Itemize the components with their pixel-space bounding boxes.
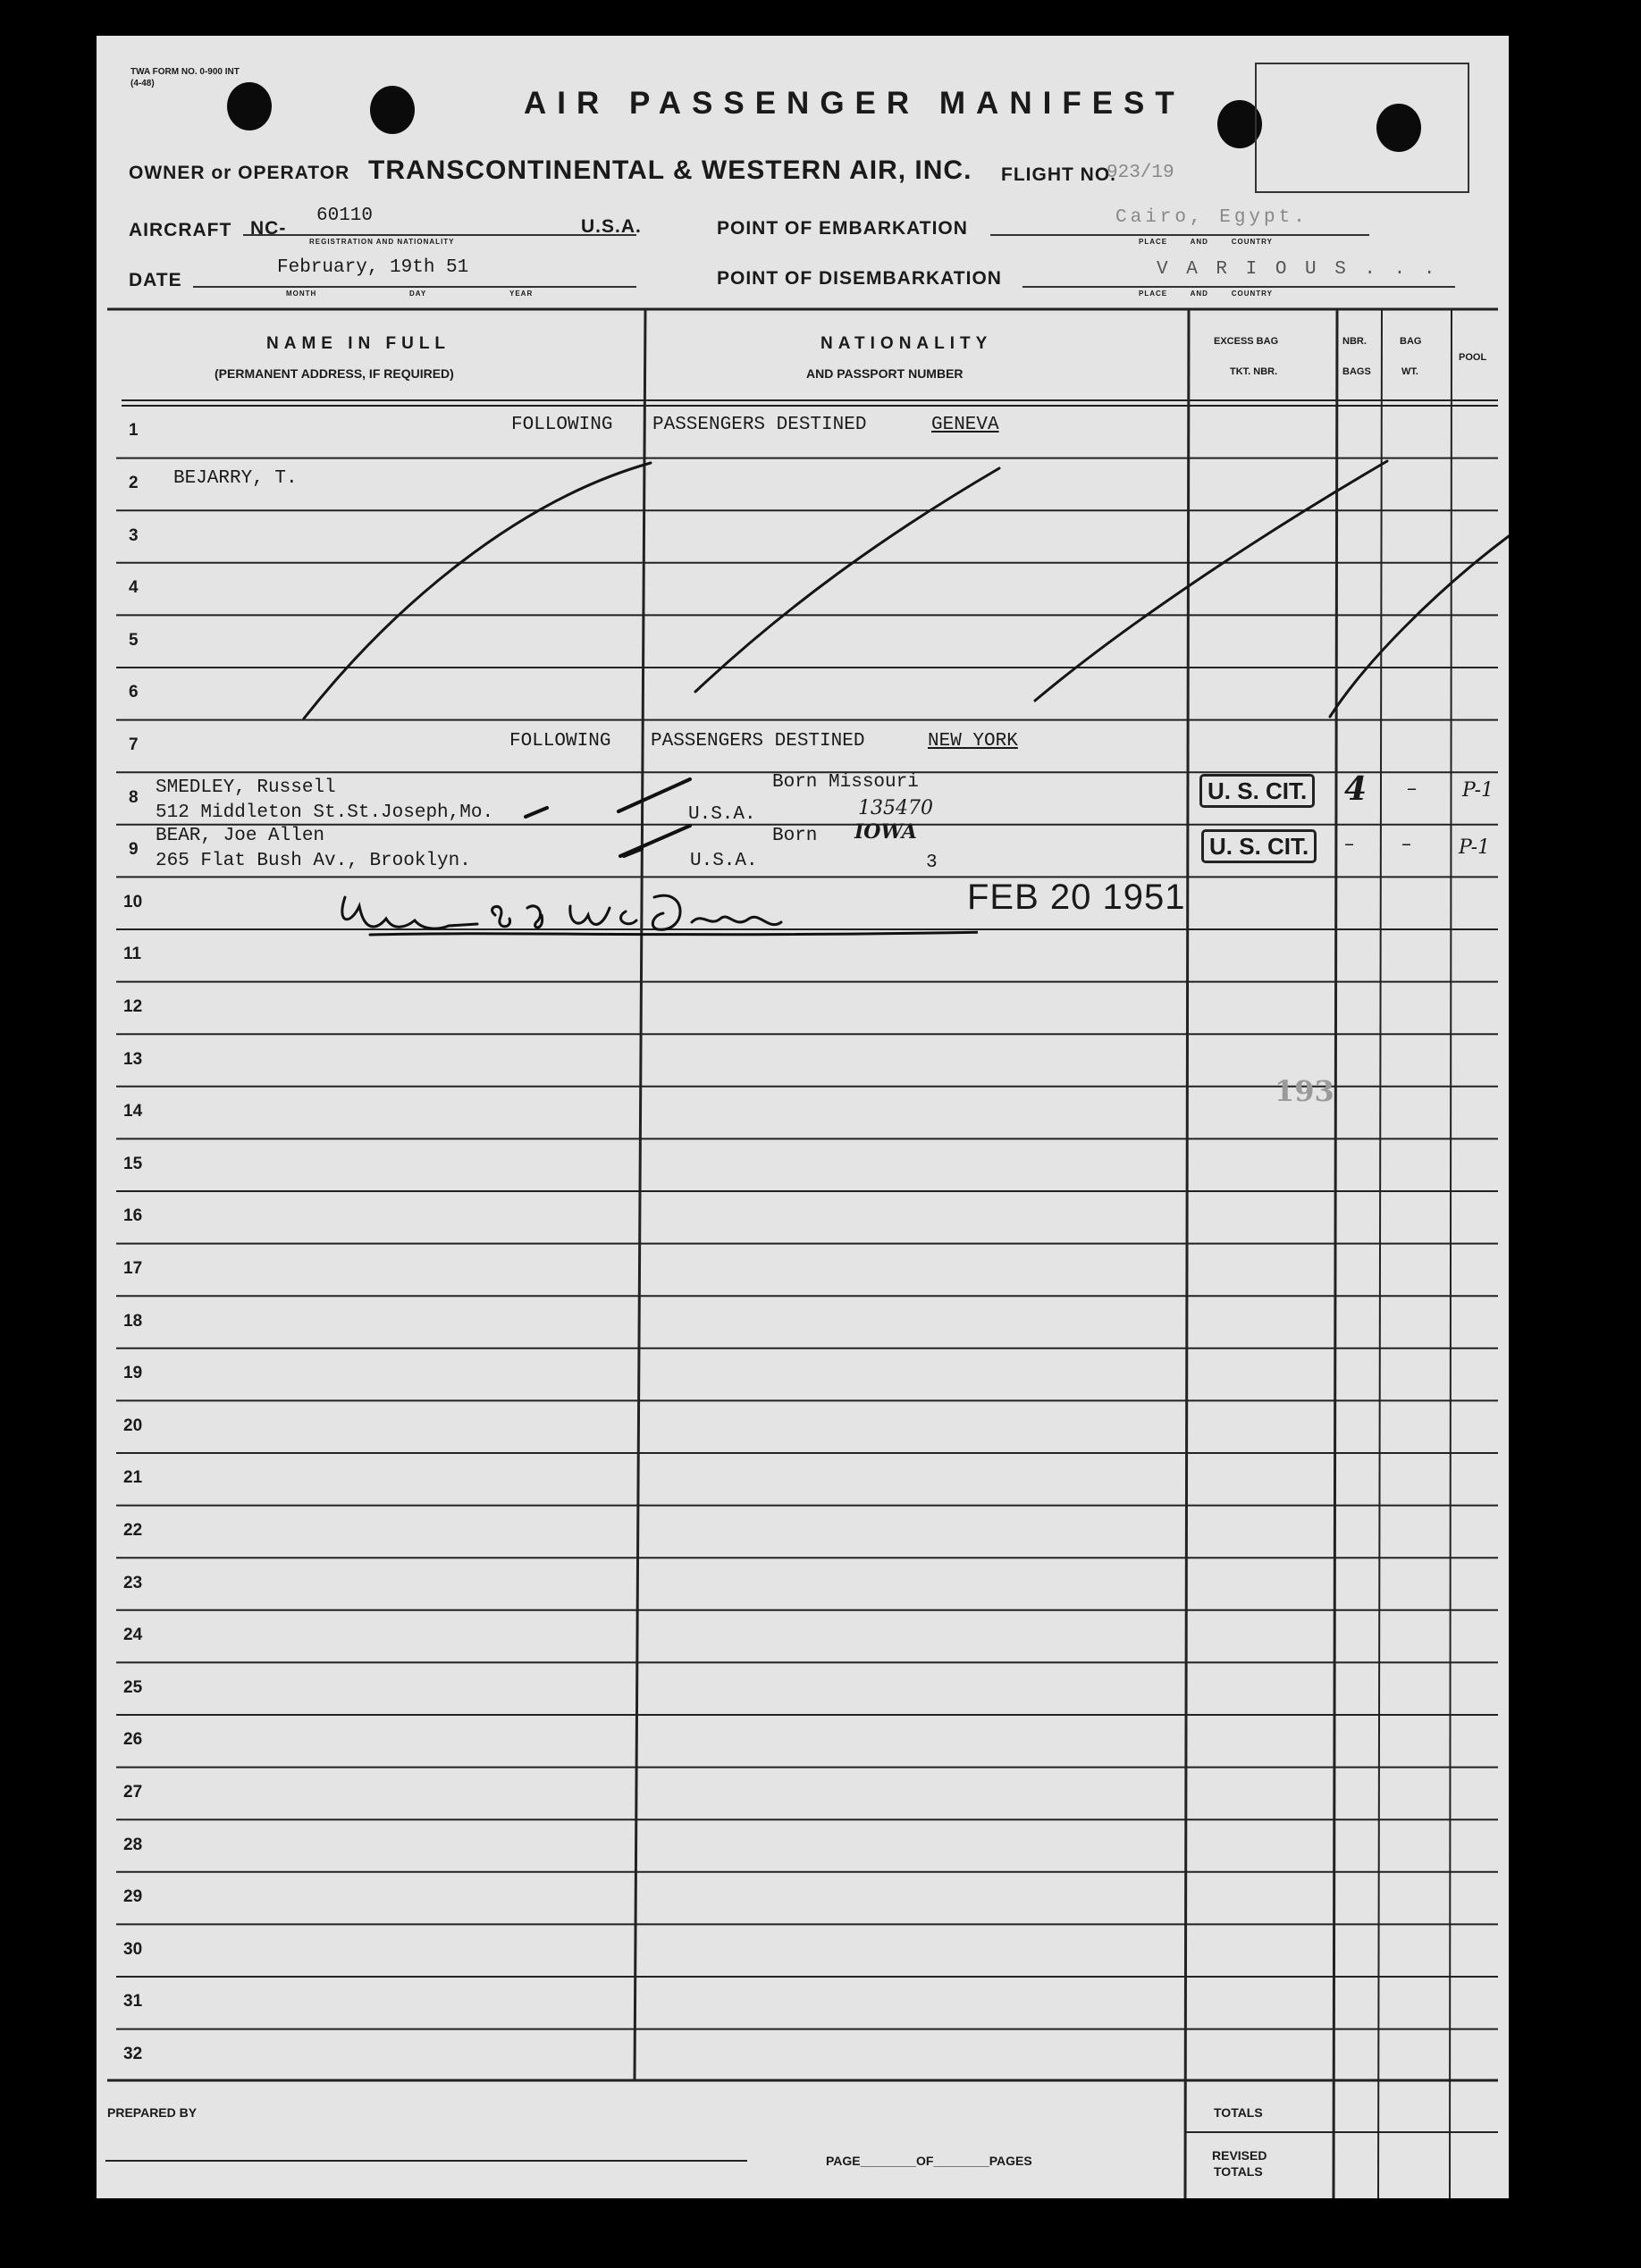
row-number: 29 — [123, 1887, 143, 1907]
row-number: 18 — [123, 1311, 143, 1331]
page-title: AIR PASSENGER MANIFEST — [524, 86, 1185, 121]
p2-state: IOWA — [854, 820, 917, 844]
row-number: 1 — [129, 421, 139, 441]
row7-destination: NEW YORK — [928, 731, 1018, 752]
date-sub-day: DAY — [409, 290, 427, 298]
p1-citizen-stamp: U. S. CIT. — [1199, 774, 1315, 808]
row-number: 7 — [129, 735, 139, 754]
row-number: 5 — [129, 630, 139, 650]
of-word: OF — [915, 2154, 934, 2168]
p2-bags: – — [1344, 833, 1354, 855]
p1-weight: – — [1407, 777, 1417, 800]
and-sub: AND — [1190, 238, 1208, 246]
p2-born: Born — [772, 826, 818, 846]
disembark-value: V A R I O U S . . . — [1157, 259, 1439, 280]
p2-address: 265 Flat Bush Av., Brooklyn. — [156, 851, 471, 871]
aircraft-number: 60110 — [316, 206, 374, 226]
date-sub-year: YEAR — [509, 290, 534, 298]
row7-destined: PASSENGERS DESTINED — [651, 731, 865, 752]
revised-label: REVISED — [1212, 2148, 1267, 2163]
p1-pool: P-1 — [1462, 779, 1494, 802]
col-excess-sub: TKT. NBR. — [1230, 366, 1278, 377]
row-number: 16 — [123, 1206, 143, 1226]
row-number: 6 — [129, 683, 139, 702]
p2-pool: P-1 — [1459, 836, 1491, 859]
col-nbr-sub: BAGS — [1342, 366, 1371, 377]
and-sub: AND — [1190, 290, 1208, 298]
aircraft-sub: REGISTRATION AND NATIONALITY — [309, 238, 455, 246]
prepared-by-label: PREPARED BY — [107, 2105, 198, 2120]
aircraft-country: U.S.A. — [581, 216, 642, 237]
p1-passport: 135470 — [858, 797, 933, 819]
aircraft-label: AIRCRAFT — [129, 220, 232, 240]
place-sub: PLACE — [1139, 238, 1168, 246]
row1-following: FOLLOWING — [511, 415, 613, 435]
row-number: 23 — [123, 1573, 143, 1592]
p1-born: Born Missouri — [772, 772, 919, 793]
row-number: 4 — [129, 578, 139, 598]
page-number-stamp: 193 — [1275, 1074, 1334, 1108]
col-bag-header: BAG — [1400, 336, 1422, 347]
p1-nationality: U.S.A. — [688, 804, 756, 825]
row-number: 19 — [123, 1364, 143, 1383]
col-excess-header: EXCESS BAG — [1214, 336, 1279, 347]
aircraft-prefix: NC- — [250, 218, 287, 239]
row-number: 30 — [123, 1939, 143, 1959]
col-name-header: NAME IN FULL — [266, 334, 451, 353]
row1-destined: PASSENGERS DESTINED — [652, 415, 867, 435]
row-number: 14 — [123, 1102, 143, 1121]
row-number: 26 — [123, 1730, 143, 1750]
flight-number: 923/19 — [1107, 163, 1174, 183]
embark-label: POINT OF EMBARKATION — [717, 218, 968, 239]
pages-word: PAGES — [989, 2154, 1032, 2168]
row-number: 31 — [123, 1992, 143, 2012]
country-sub: COUNTRY — [1231, 238, 1273, 246]
row-number: 2 — [129, 473, 139, 492]
row-number: 8 — [129, 787, 139, 807]
p2-name: BEAR, Joe Allen — [156, 826, 325, 846]
check-marks — [97, 36, 1509, 2198]
row-number: 25 — [123, 1677, 143, 1697]
date-value: February, 19th 51 — [277, 257, 469, 278]
p1-name: SMEDLEY, Russell — [156, 777, 336, 798]
col-bag-sub: WT. — [1401, 366, 1418, 377]
date-label: DATE — [129, 270, 182, 290]
handwritten-signature — [334, 879, 978, 942]
row-number: 21 — [123, 1468, 143, 1488]
manifest-sheet — [97, 36, 1509, 2198]
row-number: 32 — [123, 2044, 143, 2063]
revised-totals-label: TOTALS — [1214, 2164, 1263, 2179]
form-number-rev: (4-48) — [130, 79, 155, 88]
row-number: 22 — [123, 1520, 143, 1540]
row2-name: BEJARRY, T. — [173, 468, 298, 489]
row-number: 11 — [123, 945, 142, 964]
row-number: 20 — [123, 1415, 143, 1435]
row-number: 13 — [123, 1049, 143, 1069]
row-number: 9 — [129, 840, 139, 860]
row-number: 10 — [123, 892, 143, 911]
row-number: 24 — [123, 1625, 143, 1645]
owner-name: TRANSCONTINENTAL & WESTERN AIR, INC. — [368, 155, 972, 185]
owner-label: OWNER or OPERATOR — [129, 163, 350, 183]
page-word: PAGE — [826, 2154, 861, 2168]
col-nationality-header: NATIONALITY — [820, 334, 993, 353]
p2-nationality: U.S.A. — [690, 851, 758, 871]
date-sub-month: MONTH — [286, 290, 317, 298]
row-number: 27 — [123, 1782, 143, 1802]
embark-value: Cairo, Egypt. — [1115, 207, 1309, 228]
p1-address: 512 Middleton St.St.Joseph,Mo. — [156, 802, 494, 823]
row-number: 28 — [123, 1835, 143, 1854]
row7-following: FOLLOWING — [509, 731, 611, 752]
form-number-line: TWA FORM NO. 0-900 INT — [130, 67, 240, 77]
p1-bags: 4 — [1344, 770, 1368, 808]
country-sub: COUNTRY — [1231, 290, 1273, 298]
row1-destination: GENEVA — [931, 415, 999, 435]
received-date-stamp: FEB 20 1951 — [967, 878, 1186, 917]
p2-weight: – — [1401, 833, 1411, 855]
row-number: 17 — [123, 1258, 143, 1278]
flight-label: FLIGHT NO. — [1001, 164, 1116, 185]
page-label: PAGE________OF________PAGES — [826, 2154, 1032, 2168]
totals-label: TOTALS — [1214, 2105, 1263, 2120]
p2-passport: 3 — [926, 853, 938, 873]
col-nationality-sub: AND PASSPORT NUMBER — [806, 366, 964, 381]
col-pool-header: POOL — [1459, 352, 1487, 363]
row-number: 15 — [123, 1154, 143, 1173]
row-number: 3 — [129, 525, 139, 545]
col-nbr-header: NBR. — [1342, 336, 1367, 347]
row-number: 12 — [123, 996, 143, 1016]
col-name-sub: (PERMANENT ADDRESS, IF REQUIRED) — [215, 366, 454, 381]
place-sub: PLACE — [1139, 290, 1168, 298]
disembark-label: POINT OF DISEMBARKATION — [717, 268, 1002, 289]
p2-citizen-stamp: U. S. CIT. — [1201, 829, 1317, 863]
